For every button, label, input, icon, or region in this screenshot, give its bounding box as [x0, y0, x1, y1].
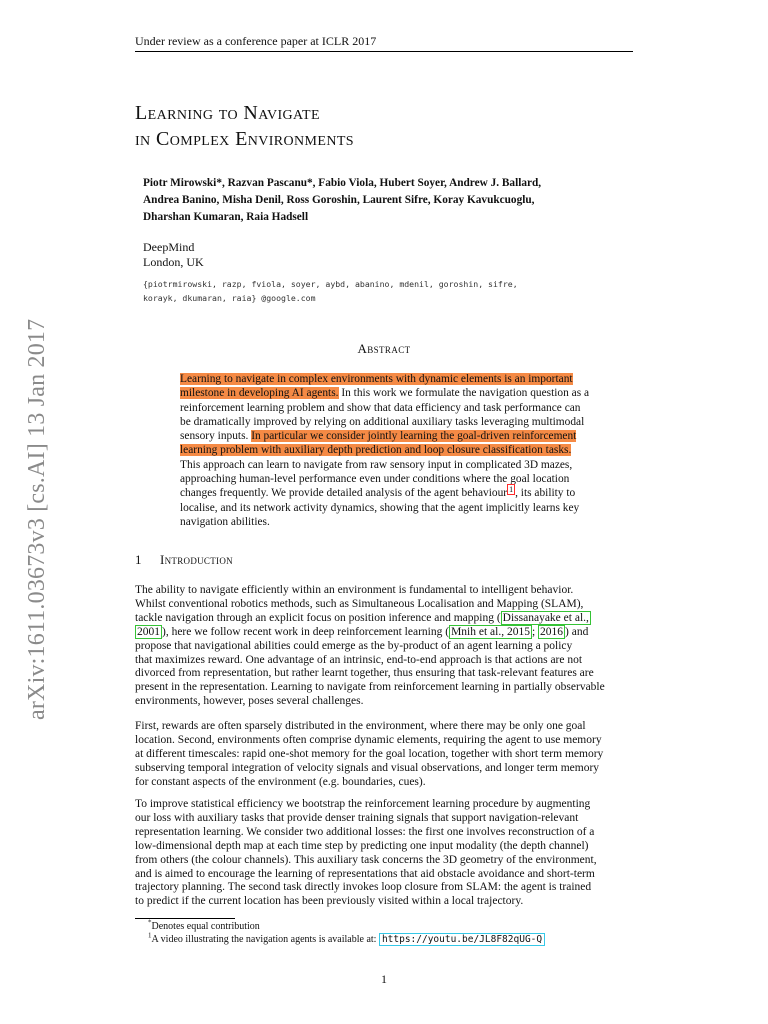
- para1-line: divorced from representation, but rather learnt together, thus ensuring that task-relevant features are: [135, 667, 594, 680]
- para1-line: present in the representation. Learning to navigate from reinforcement learning in partially observable: [135, 681, 605, 694]
- para3-line: and is aimed to encourage the learning of representations that aid obstacle avoidance and short-term: [135, 867, 595, 880]
- footnote-1-text: A video illustrating the navigation agents is available at:: [151, 934, 379, 945]
- page-number: 1: [381, 972, 387, 986]
- citation-link-mnih-2015[interactable]: Mnih et al., 2015: [451, 625, 530, 638]
- author-list: [143, 175, 633, 226]
- section-title: Introduction: [160, 552, 233, 567]
- para1-line: environments, however, poses several challenges.: [135, 695, 364, 708]
- footnote-star-text: Denotes equal contribution: [151, 921, 260, 932]
- para1-line: The ability to navigate efficiently within an environment is fundamental to intelligent behavior.: [135, 584, 574, 596]
- title-line-2: in Complex Environments: [135, 128, 354, 150]
- para2-line: location. Second, environments often comprise dynamic elements, requiring the agent to use memory: [135, 733, 602, 746]
- running-head: Under review as a conference paper at ICLR 2017: [135, 33, 633, 52]
- para2-line: subserving temporal integration of velocity signals and visual observations, and longer term memory: [135, 761, 600, 774]
- citation-link-dissanayake[interactable]: Dissanayake et al.,: [502, 611, 589, 624]
- para1-text: tackle navigation through an explicit focus on position inference and mapping (: [135, 611, 501, 624]
- para2-line: at different timescales: rapid one-shot memory for the goal location, together with short term memory: [135, 747, 604, 760]
- author-line-1: Piotr Mirowski*, Razvan Pascanu*, Fabio Viola, Hubert Soyer, Andrew J. Ballard,: [143, 177, 542, 189]
- footnotes: [148, 920, 628, 946]
- abstract-highlight-2: In particular we consider jointly learning the goal-driven reinforcement learning problem with auxiliary depth prediction and loop closure classification tasks.: [180, 430, 577, 457]
- intro-paragraph-2: [135, 720, 633, 790]
- para3-line: To improve statistical efficiency we bootstrap the reinforcement learning procedure by augmenting: [135, 798, 591, 810]
- footnote-star-mark: *: [148, 918, 152, 927]
- intro-paragraph-1: [135, 584, 633, 709]
- para3-line: our loss with auxiliary tasks that provide denser training signals that support navigation-relevant: [135, 811, 579, 824]
- footnote-link[interactable]: 1: [509, 484, 514, 494]
- section-number: 1: [135, 552, 142, 567]
- abstract-text-2: This approach can learn to navigate from raw sensory input in complicated 3D mazes, approaching human-level performance even under conditions where the goal location changes frequently. We provide detailed analysis of the agent behaviour: [180, 458, 573, 500]
- para3-line: to predict if the current location has been previously visited within a local trajectory.: [135, 895, 524, 908]
- affiliation-org: DeepMind: [143, 240, 195, 254]
- author-line-2: Andrea Banino, Misha Denil, Ross Goroshin, Laurent Sifre, Koray Kavukcuoglu,: [143, 194, 535, 206]
- para1-text: ) and: [565, 625, 589, 638]
- author-emails: [143, 277, 633, 305]
- citation-link-dissanayake-year[interactable]: 2001: [137, 625, 160, 638]
- title-line-1: Learning to Navigate: [135, 102, 320, 124]
- video-url-link[interactable]: https://youtu.be/JL8F82qUG-Q: [379, 933, 545, 946]
- abstract-highlight-1: Learning to navigate in complex environments with dynamic elements is an important milestone in developing AI agents.: [180, 373, 573, 400]
- para1-line: propose that navigational abilities could emerge as the by-product of an agent learning a policy: [135, 639, 573, 652]
- para1-text: ), here we follow recent work in deep reinforcement learning (: [162, 625, 450, 638]
- paper-title: [135, 100, 635, 152]
- abstract-text-1: In this work we formulate the navigation question as a reinforcement learning problem and show that data efficiency and task performance can be dramatically improved by relying on additional auxiliary tasks leveraging multimodal sensory inputs.: [180, 387, 590, 443]
- abstract-body: [180, 372, 590, 529]
- para1-line: Whilst conventional robotics methods, such as Simultaneous Localisation and Mapping (SLAM),: [135, 597, 584, 610]
- author-line-3: Dharshan Kumaran, Raia Hadsell: [143, 211, 309, 223]
- para3-line: from others (the colour channels). This auxiliary task concerns the 3D geometry of the environment,: [135, 853, 597, 866]
- para3-line: representation learning. We consider two additional losses: the first one involves reconstruction of a: [135, 825, 595, 838]
- affiliation-location: London, UK: [143, 255, 204, 269]
- para3-line: trajectory planning. The second task directly invokes loop closure from SLAM: the agent is trained: [135, 881, 592, 894]
- para2-line: for constant aspects of the environment (e.g. boundaries, cues).: [135, 775, 426, 788]
- citation-separator: ;: [531, 625, 539, 638]
- footnote-video: [148, 933, 628, 946]
- footnote-1-mark: 1: [148, 931, 152, 940]
- para2-line: First, rewards are often sparsely distributed in the environment, where there may be only one goal: [135, 720, 586, 732]
- section-heading-introduction: [135, 551, 233, 569]
- footnote-equal-contribution: [148, 920, 628, 933]
- para1-line: [135, 612, 633, 626]
- abstract-heading: Abstract: [357, 341, 411, 356]
- citation-link-mnih-2016[interactable]: 2016: [540, 625, 564, 638]
- email-line-1: {piotrmirowski, razp, fviola, soyer, aybd, abanino, mdenil, goroshin, sifre,: [143, 279, 518, 289]
- email-line-2: korayk, dkumaran, raia} @google.com: [143, 293, 316, 303]
- para1-line: [135, 626, 633, 640]
- intro-paragraph-3: [135, 798, 633, 909]
- abstract-text-3: , its ability to localise, and its network activity dynamics, showing that the agent implicitly learns key navigation abilities.: [180, 487, 580, 528]
- affiliation: [143, 240, 204, 270]
- para1-line: that maximizes reward. One advantage of an intrinsic, end-to-end approach is that actions are not: [135, 653, 583, 666]
- arxiv-identifier: arXiv:1611.03673v3 [cs.AI] 13 Jan 2017: [24, 318, 50, 720]
- para3-line: low-dimensional depth map at each time step by predicting one input modality (the depth channel): [135, 839, 589, 852]
